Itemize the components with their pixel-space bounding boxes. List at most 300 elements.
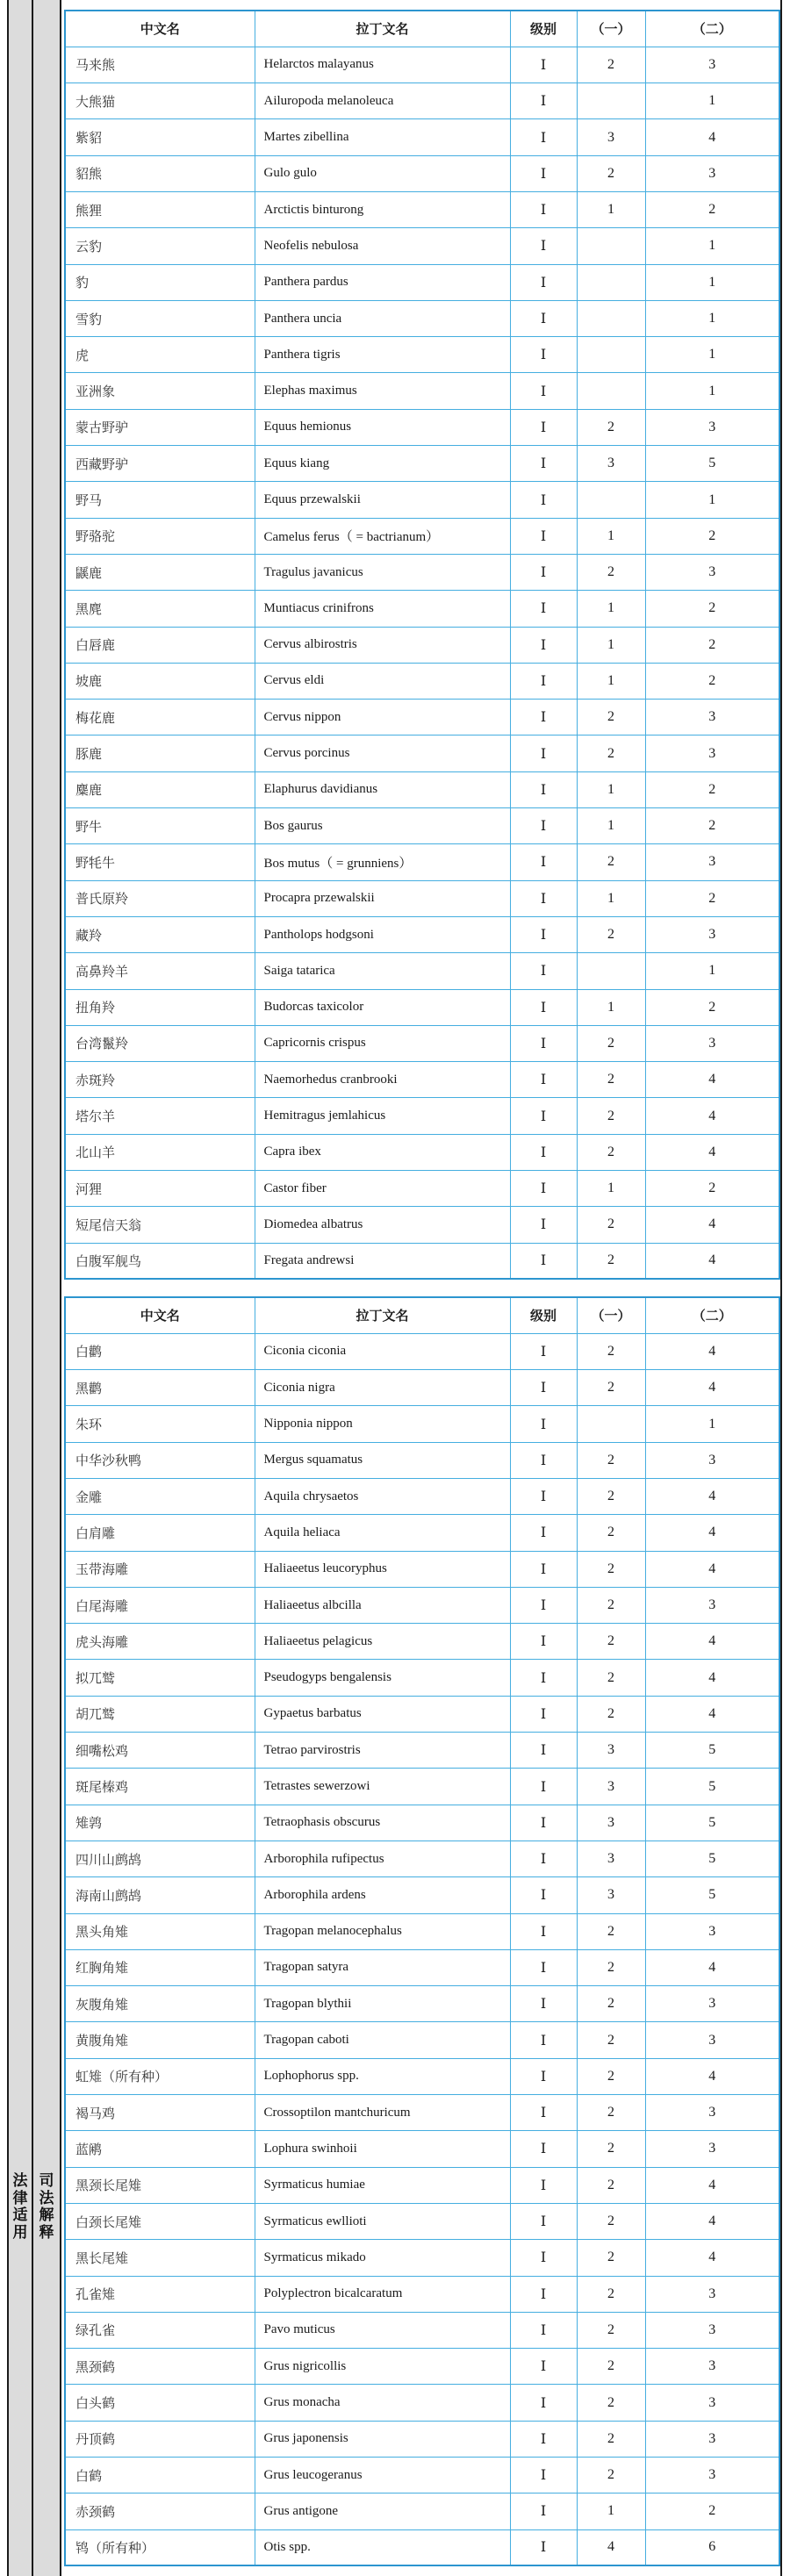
cell-chinese-name: 灰腹角雉 — [65, 1986, 255, 2022]
cell-chinese-name: 北山羊 — [65, 1134, 255, 1170]
cell-chinese-name: 黑颈长尾雉 — [65, 2167, 255, 2203]
cell-latin-name: Pantholops hodgsoni — [255, 916, 510, 952]
cell-chinese-name: 红胸角雉 — [65, 1949, 255, 1985]
cell-level: Ⅰ — [510, 518, 577, 554]
table-row — [65, 446, 779, 482]
cell-chinese-name: 朱环 — [65, 1406, 255, 1442]
cell-level: Ⅰ — [510, 1515, 577, 1551]
cell-chinese-name: 白鹳 — [65, 1333, 255, 1369]
cell-standard-two: 3 — [645, 1986, 779, 2022]
cell-latin-name: Equus hemionus — [255, 409, 510, 445]
cell-chinese-name: 紫貂 — [65, 119, 255, 155]
cell-latin-name: Gulo gulo — [255, 155, 510, 191]
table-row — [65, 1769, 779, 1805]
cell-standard-two: 1 — [645, 228, 779, 264]
table-row — [65, 2276, 779, 2312]
header-level: 级别 — [510, 1297, 577, 1333]
table-row — [65, 482, 779, 518]
table-row — [65, 409, 779, 445]
cell-chinese-name: 蒙古野驴 — [65, 409, 255, 445]
cell-standard-two: 5 — [645, 1805, 779, 1841]
cell-standard-two: 4 — [645, 1696, 779, 1732]
cell-standard-one: 2 — [577, 2312, 645, 2348]
cell-level: Ⅰ — [510, 771, 577, 807]
cell-chinese-name: 白颈长尾雉 — [65, 2203, 255, 2239]
cell-standard-one: 2 — [577, 1098, 645, 1134]
page-right-rule — [780, 0, 782, 2576]
table-row — [65, 1333, 779, 1369]
cell-level: Ⅰ — [510, 2458, 577, 2493]
cell-latin-name: Ailuropoda melanoleuca — [255, 83, 510, 119]
cell-standard-two: 4 — [645, 1207, 779, 1243]
cell-level: Ⅰ — [510, 373, 577, 409]
cell-chinese-name: 白鹤 — [65, 2458, 255, 2493]
table-row — [65, 518, 779, 554]
cell-standard-one: 2 — [577, 1370, 645, 1406]
table-row — [65, 627, 779, 663]
cell-standard-two: 2 — [645, 771, 779, 807]
table-row — [65, 808, 779, 844]
cell-latin-name: Cervus porcinus — [255, 735, 510, 771]
cell-level: Ⅰ — [510, 2058, 577, 2094]
cell-level: Ⅰ — [510, 700, 577, 735]
cell-latin-name: Haliaeetus pelagicus — [255, 1624, 510, 1660]
cell-level: Ⅰ — [510, 627, 577, 663]
cell-latin-name: Naemorhedus cranbrooki — [255, 1062, 510, 1098]
cell-standard-one: 1 — [577, 627, 645, 663]
sidebar-section-judicial-interpretation — [32, 0, 61, 2576]
cell-standard-one: 2 — [577, 2167, 645, 2203]
cell-standard-two: 2 — [645, 663, 779, 699]
cell-standard-two: 3 — [645, 2312, 779, 2348]
sidebar-char: 释 — [39, 2223, 54, 2242]
cell-standard-two: 4 — [645, 1515, 779, 1551]
cell-level: Ⅰ — [510, 2240, 577, 2276]
cell-chinese-name: 野牦牛 — [65, 844, 255, 880]
table-row — [65, 1370, 779, 1406]
table-row — [65, 2058, 779, 2094]
cell-level: Ⅰ — [510, 482, 577, 518]
cell-latin-name: Arborophila ardens — [255, 1877, 510, 1913]
table-row — [65, 2385, 779, 2421]
cell-latin-name: Tetraophasis obscurus — [255, 1805, 510, 1841]
cell-standard-one: 2 — [577, 1587, 645, 1623]
cell-chinese-name: 鼷鹿 — [65, 554, 255, 590]
cell-standard-one: 1 — [577, 1171, 645, 1207]
cell-latin-name: Budorcas taxicolor — [255, 989, 510, 1025]
cell-standard-one: 1 — [577, 518, 645, 554]
table-row — [65, 1587, 779, 1623]
cell-level: Ⅰ — [510, 83, 577, 119]
header-chinese-name: 中文名 — [65, 1297, 255, 1333]
cell-latin-name: Grus japonensis — [255, 2421, 510, 2457]
cell-chinese-name: 虹雉（所有种） — [65, 2058, 255, 2094]
cell-standard-one: 3 — [577, 1805, 645, 1841]
cell-level: Ⅰ — [510, 2022, 577, 2058]
cell-level: Ⅰ — [510, 1406, 577, 1442]
cell-standard-two: 1 — [645, 373, 779, 409]
cell-standard-two: 3 — [645, 1913, 779, 1949]
cell-standard-two: 4 — [645, 2203, 779, 2239]
cell-latin-name: Panthera uncia — [255, 300, 510, 336]
cell-level: Ⅰ — [510, 1913, 577, 1949]
table-row — [65, 1696, 779, 1732]
cell-standard-two: 2 — [645, 2493, 779, 2529]
cell-standard-two: 2 — [645, 591, 779, 627]
cell-chinese-name: 熊狸 — [65, 191, 255, 227]
cell-level: Ⅰ — [510, 2421, 577, 2457]
table-row — [65, 844, 779, 880]
cell-standard-two: 3 — [645, 844, 779, 880]
cell-standard-two: 3 — [645, 2421, 779, 2457]
table-row — [65, 2095, 779, 2131]
cell-standard-one: 4 — [577, 2529, 645, 2565]
cell-standard-two: 3 — [645, 2095, 779, 2131]
cell-level: Ⅰ — [510, 119, 577, 155]
cell-standard-one — [577, 1406, 645, 1442]
header-standard-one: （一） — [577, 11, 645, 47]
table-body — [65, 47, 779, 1279]
cell-level: Ⅰ — [510, 47, 577, 83]
cell-standard-two: 2 — [645, 808, 779, 844]
sidebar-char: 律 — [12, 2189, 28, 2207]
cell-standard-two: 3 — [645, 1442, 779, 1478]
header-level: 级别 — [510, 11, 577, 47]
cell-level: Ⅰ — [510, 554, 577, 590]
table-row — [65, 1098, 779, 1134]
table-row — [65, 191, 779, 227]
cell-standard-one: 2 — [577, 700, 645, 735]
cell-chinese-name: 黑鹳 — [65, 1370, 255, 1406]
cell-standard-two: 3 — [645, 735, 779, 771]
cell-standard-two: 5 — [645, 1841, 779, 1876]
cell-level: Ⅰ — [510, 1696, 577, 1732]
cell-standard-two: 4 — [645, 1660, 779, 1696]
table-row — [65, 880, 779, 916]
cell-level: Ⅰ — [510, 953, 577, 989]
table-row — [65, 2349, 779, 2385]
cell-chinese-name: 褐马鸡 — [65, 2095, 255, 2131]
cell-chinese-name: 黑长尾雉 — [65, 2240, 255, 2276]
cell-chinese-name: 白唇鹿 — [65, 627, 255, 663]
cell-level: Ⅰ — [510, 337, 577, 373]
cell-chinese-name: 豹 — [65, 264, 255, 300]
cell-chinese-name: 黑麂 — [65, 591, 255, 627]
cell-standard-one: 2 — [577, 1624, 645, 1660]
table-row — [65, 591, 779, 627]
cell-standard-two: 4 — [645, 2167, 779, 2203]
cell-latin-name: Haliaeetus leucoryphus — [255, 1551, 510, 1587]
cell-latin-name: Lophophorus spp. — [255, 2058, 510, 2094]
cell-latin-name: Equus przewalskii — [255, 482, 510, 518]
cell-standard-one: 1 — [577, 191, 645, 227]
cell-level: Ⅰ — [510, 2167, 577, 2203]
table-row — [65, 1442, 779, 1478]
table-row — [65, 1134, 779, 1170]
cell-latin-name: Tetrastes sewerzowi — [255, 1769, 510, 1805]
cell-level: Ⅰ — [510, 2493, 577, 2529]
cell-standard-one: 3 — [577, 1841, 645, 1876]
cell-chinese-name: 大熊猫 — [65, 83, 255, 119]
cell-standard-two: 4 — [645, 1370, 779, 1406]
cell-chinese-name: 蓝鹇 — [65, 2131, 255, 2167]
table-row — [65, 1805, 779, 1841]
cell-standard-two: 3 — [645, 700, 779, 735]
cell-chinese-name: 塔尔羊 — [65, 1098, 255, 1134]
cell-standard-two: 4 — [645, 2240, 779, 2276]
table-row — [65, 771, 779, 807]
cell-latin-name: Syrmaticus ewllioti — [255, 2203, 510, 2239]
table-row — [65, 264, 779, 300]
cell-chinese-name: 坡鹿 — [65, 663, 255, 699]
sidebar-label-law-application — [9, 2173, 32, 2242]
cell-level: Ⅰ — [510, 409, 577, 445]
cell-chinese-name: 麋鹿 — [65, 771, 255, 807]
cell-standard-two: 5 — [645, 1877, 779, 1913]
table-row — [65, 2312, 779, 2348]
cell-chinese-name: 白肩雕 — [65, 1515, 255, 1551]
cell-latin-name: Nipponia nippon — [255, 1406, 510, 1442]
cell-latin-name: Camelus ferus（ = bactrianum） — [255, 518, 510, 554]
table-row — [65, 1478, 779, 1514]
table-row — [65, 2529, 779, 2565]
cell-chinese-name: 河狸 — [65, 1171, 255, 1207]
cell-standard-two: 5 — [645, 1733, 779, 1769]
cell-standard-one: 2 — [577, 1478, 645, 1514]
cell-standard-one: 2 — [577, 2458, 645, 2493]
cell-standard-one — [577, 264, 645, 300]
cell-latin-name: Aquila chrysaetos — [255, 1478, 510, 1514]
cell-standard-two: 3 — [645, 2349, 779, 2385]
cell-standard-two: 4 — [645, 1098, 779, 1134]
cell-chinese-name: 绿孔雀 — [65, 2312, 255, 2348]
cell-latin-name: Syrmaticus humiae — [255, 2167, 510, 2203]
cell-standard-one — [577, 83, 645, 119]
cell-chinese-name: 中华沙秋鸭 — [65, 1442, 255, 1478]
cell-standard-one: 2 — [577, 155, 645, 191]
cell-standard-one: 2 — [577, 1696, 645, 1732]
table-row — [65, 373, 779, 409]
cell-level: Ⅰ — [510, 1587, 577, 1623]
cell-standard-one: 2 — [577, 1062, 645, 1098]
cell-standard-one: 2 — [577, 2349, 645, 2385]
table-row — [65, 663, 779, 699]
cell-standard-two: 1 — [645, 264, 779, 300]
cell-standard-one: 1 — [577, 989, 645, 1025]
cell-level: Ⅰ — [510, 1207, 577, 1243]
cell-latin-name: Pavo muticus — [255, 2312, 510, 2348]
cell-standard-two: 2 — [645, 880, 779, 916]
table-row — [65, 155, 779, 191]
cell-level: Ⅰ — [510, 300, 577, 336]
cell-standard-one: 2 — [577, 1913, 645, 1949]
cell-standard-one: 1 — [577, 880, 645, 916]
header-standard-one: （一） — [577, 1297, 645, 1333]
cell-chinese-name: 扭角羚 — [65, 989, 255, 1025]
cell-standard-two: 2 — [645, 191, 779, 227]
cell-chinese-name: 马来熊 — [65, 47, 255, 83]
cell-latin-name: Ciconia ciconia — [255, 1333, 510, 1369]
cell-standard-two: 3 — [645, 1587, 779, 1623]
cell-latin-name: Mergus squamatus — [255, 1442, 510, 1478]
cell-latin-name: Tragopan blythii — [255, 1986, 510, 2022]
cell-latin-name: Elephas maximus — [255, 373, 510, 409]
cell-level: Ⅰ — [510, 1098, 577, 1134]
cell-standard-two: 3 — [645, 1025, 779, 1061]
cell-latin-name: Martes zibellina — [255, 119, 510, 155]
cell-level: Ⅰ — [510, 2349, 577, 2385]
table-row — [65, 1406, 779, 1442]
cell-level: Ⅰ — [510, 844, 577, 880]
cell-standard-one: 1 — [577, 2493, 645, 2529]
cell-standard-two: 3 — [645, 2385, 779, 2421]
cell-chinese-name: 野马 — [65, 482, 255, 518]
cell-level: Ⅰ — [510, 1551, 577, 1587]
cell-chinese-name: 雪豹 — [65, 300, 255, 336]
cell-latin-name: Ciconia nigra — [255, 1370, 510, 1406]
sidebar-section-law-application — [7, 0, 32, 2576]
cell-chinese-name: 白头鹤 — [65, 2385, 255, 2421]
cell-chinese-name: 台湾鬣羚 — [65, 1025, 255, 1061]
cell-level: Ⅰ — [510, 2276, 577, 2312]
cell-chinese-name: 雉鹑 — [65, 1805, 255, 1841]
cell-latin-name: Panthera pardus — [255, 264, 510, 300]
sidebar-char: 法 — [12, 2172, 28, 2190]
cell-latin-name: Crossoptilon mantchuricum — [255, 2095, 510, 2131]
species-table-mammals — [64, 10, 780, 1280]
cell-chinese-name: 普氏原羚 — [65, 880, 255, 916]
table-row — [65, 2458, 779, 2493]
cell-standard-one: 2 — [577, 844, 645, 880]
table-row — [65, 1062, 779, 1098]
cell-standard-one — [577, 953, 645, 989]
table-row — [65, 337, 779, 373]
cell-chinese-name: 拟兀鹫 — [65, 1660, 255, 1696]
cell-standard-one: 2 — [577, 1243, 645, 1279]
cell-latin-name: Gypaetus barbatus — [255, 1696, 510, 1732]
table-row — [65, 735, 779, 771]
sidebar-char: 司 — [39, 2172, 54, 2190]
table-row — [65, 1841, 779, 1876]
cell-level: Ⅰ — [510, 2131, 577, 2167]
table-row — [65, 2493, 779, 2529]
cell-level: Ⅰ — [510, 1171, 577, 1207]
cell-level: Ⅰ — [510, 1442, 577, 1478]
cell-standard-one: 2 — [577, 1551, 645, 1587]
cell-level: Ⅰ — [510, 1025, 577, 1061]
cell-standard-two: 1 — [645, 300, 779, 336]
cell-standard-two: 4 — [645, 1949, 779, 1985]
cell-standard-two: 3 — [645, 47, 779, 83]
cell-standard-one — [577, 373, 645, 409]
cell-level: Ⅰ — [510, 880, 577, 916]
cell-chinese-name: 玉带海雕 — [65, 1551, 255, 1587]
table-row — [65, 1733, 779, 1769]
cell-level: Ⅰ — [510, 1769, 577, 1805]
cell-latin-name: Grus antigone — [255, 2493, 510, 2529]
cell-standard-one: 2 — [577, 1442, 645, 1478]
cell-standard-one: 2 — [577, 2022, 645, 2058]
cell-level: Ⅰ — [510, 1986, 577, 2022]
cell-standard-one — [577, 337, 645, 373]
cell-level: Ⅰ — [510, 1370, 577, 1406]
cell-chinese-name: 丹顶鹤 — [65, 2421, 255, 2457]
cell-level: Ⅰ — [510, 1841, 577, 1876]
cell-standard-two: 5 — [645, 446, 779, 482]
cell-level: Ⅰ — [510, 2095, 577, 2131]
cell-latin-name: Arborophila rufipectus — [255, 1841, 510, 1876]
cell-standard-one: 2 — [577, 1207, 645, 1243]
sidebar-char: 适 — [12, 2206, 28, 2224]
cell-standard-one: 2 — [577, 2240, 645, 2276]
cell-standard-one: 3 — [577, 1733, 645, 1769]
table-row — [65, 119, 779, 155]
cell-latin-name: Panthera tigris — [255, 337, 510, 373]
cell-latin-name: Tragulus javanicus — [255, 554, 510, 590]
cell-chinese-name: 豚鹿 — [65, 735, 255, 771]
table-row — [65, 1243, 779, 1279]
cell-latin-name: Aquila heliaca — [255, 1515, 510, 1551]
table-row — [65, 989, 779, 1025]
cell-latin-name: Neofelis nebulosa — [255, 228, 510, 264]
cell-standard-one: 2 — [577, 1986, 645, 2022]
header-latin-name: 拉丁文名 — [255, 11, 510, 47]
cell-latin-name: Grus nigricollis — [255, 2349, 510, 2385]
cell-latin-name: Grus leucogeranus — [255, 2458, 510, 2493]
table-row — [65, 83, 779, 119]
cell-level: Ⅰ — [510, 1333, 577, 1369]
cell-level: Ⅰ — [510, 735, 577, 771]
cell-standard-two: 3 — [645, 2276, 779, 2312]
cell-chinese-name: 赤斑羚 — [65, 1062, 255, 1098]
table-row — [65, 1025, 779, 1061]
cell-standard-one: 1 — [577, 663, 645, 699]
cell-standard-one: 1 — [577, 771, 645, 807]
cell-standard-one: 3 — [577, 1877, 645, 1913]
cell-chinese-name: 孔雀雉 — [65, 2276, 255, 2312]
cell-level: Ⅰ — [510, 2203, 577, 2239]
cell-latin-name: Elaphurus davidianus — [255, 771, 510, 807]
cell-level: Ⅰ — [510, 155, 577, 191]
cell-latin-name: Muntiacus crinifrons — [255, 591, 510, 627]
cell-standard-one: 2 — [577, 2203, 645, 2239]
table-row — [65, 1207, 779, 1243]
cell-chinese-name: 虎 — [65, 337, 255, 373]
table-row — [65, 1986, 779, 2022]
cell-latin-name: Tragopan caboti — [255, 2022, 510, 2058]
cell-chinese-name: 赤颈鹤 — [65, 2493, 255, 2529]
cell-latin-name: Bos gaurus — [255, 808, 510, 844]
cell-level: Ⅰ — [510, 1624, 577, 1660]
cell-standard-two: 3 — [645, 2022, 779, 2058]
cell-standard-one: 2 — [577, 2421, 645, 2457]
cell-standard-one: 3 — [577, 446, 645, 482]
cell-standard-two: 4 — [645, 1333, 779, 1369]
cell-level: Ⅰ — [510, 264, 577, 300]
cell-level: Ⅰ — [510, 916, 577, 952]
cell-level: Ⅰ — [510, 191, 577, 227]
cell-level: Ⅰ — [510, 228, 577, 264]
cell-chinese-name: 斑尾榛鸡 — [65, 1769, 255, 1805]
cell-standard-two: 2 — [645, 518, 779, 554]
cell-standard-one: 3 — [577, 119, 645, 155]
cell-standard-two: 4 — [645, 1062, 779, 1098]
cell-standard-two: 2 — [645, 989, 779, 1025]
cell-chinese-name: 黄腹角雉 — [65, 2022, 255, 2058]
cell-latin-name: Bos mutus（ = grunniens） — [255, 844, 510, 880]
cell-chinese-name: 四川山鹧鸪 — [65, 1841, 255, 1876]
cell-chinese-name: 金雕 — [65, 1478, 255, 1514]
